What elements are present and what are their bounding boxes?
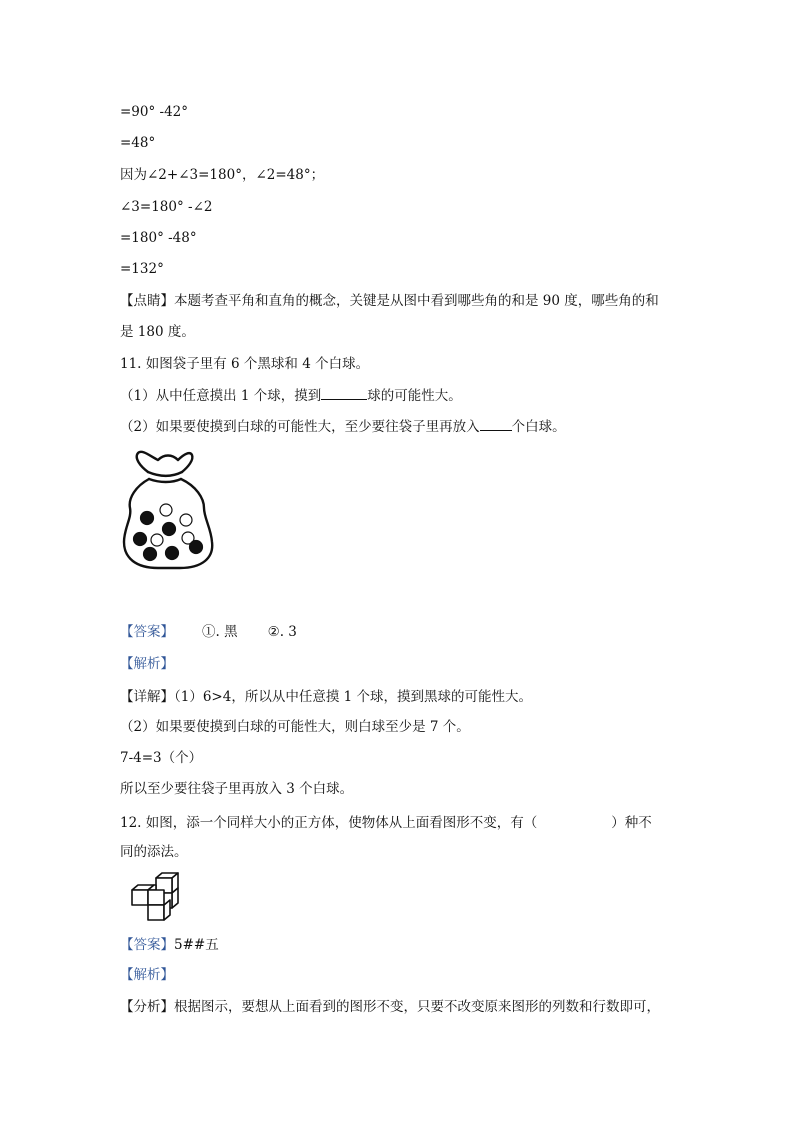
ball-bag-icon [118,446,218,574]
detail-tag: 【详解】 [120,689,174,705]
q11-detail-4: 所以至少要往袋子里再放入 3 个白球。 [120,781,354,797]
q11-detail-3: 7-4=3（个） [120,750,203,766]
q12-jiexi-tag: 【解析】 [120,967,174,983]
q11-part2-text-end: 个白球。 [511,419,566,435]
q11-part1-text: （1）从中任意摸出 1 个球，摸到 [120,388,322,404]
answer-blank [321,386,367,400]
calc-line-4: ∠3=180° -∠2 [120,199,213,215]
q11-jiexi-tag: 【解析】 [120,656,174,672]
dianjing-tag: 【点睛】 [120,293,174,309]
answer-tag: 【答案】 [120,624,174,640]
q11-part1 [120,386,462,405]
answer-tag: 【答案】 [120,937,174,953]
dianjing-text: 本题考查平角和直角的概念，关键是从图中看到哪些角的和是 90 度，哪些角的和 [174,293,659,309]
q11-detail-2: （2）如果要使摸到白球的可能性大，则白球至少是 7 个。 [120,719,470,735]
dianjing-line-2: 是 180 度。 [120,324,195,340]
q12-stem [120,814,652,832]
dianjing-line [120,292,659,310]
answer-value: 5##五 [174,937,219,953]
q12-stem-2: 同的添法。 [120,844,188,860]
q11-stem: 11. 如图袋子里有 6 个黑球和 4 个白球。 [120,356,370,372]
q12-answer-line [120,936,219,954]
q11-answer-line [120,623,297,641]
q11-part2 [120,417,566,436]
q11-part2-text: （2）如果要使摸到白球的可能性大，至少要往袋子里再放入 [120,419,480,435]
calc-line-2: =48° [120,135,156,151]
q12-fenxi-line [120,998,660,1016]
stacked-cubes-icon [124,870,186,922]
calc-line-6: =132° [120,261,164,277]
answer-blank [480,417,512,431]
q11-part1-text-end: 球的可能性大。 [367,388,462,404]
q11-detail-1 [120,688,532,706]
answer-1: ①. 黑 [202,624,238,640]
q12-stem-text-end: ）种不 [611,815,652,831]
calc-line-3: 因为∠2+∠3=180°，∠2=48°； [120,167,325,183]
detail-text: （1）6>4，所以从中任意摸 1 个球，摸到黑球的可能性大。 [174,689,532,705]
q12-stem-text: 12. 如图，添一个同样大小的正方体，使物体从上面看图形不变，有（ [120,815,538,831]
fenxi-tag: 【分析】 [120,999,174,1015]
calc-line-1: =90° -42° [120,104,189,120]
answer-2: ②. 3 [267,624,297,640]
calc-line-5: =180° -48° [120,230,197,246]
fenxi-text: 根据图示，要想从上面看到的图形不变，只要不改变原来图形的列数和行数即可， [174,999,660,1015]
